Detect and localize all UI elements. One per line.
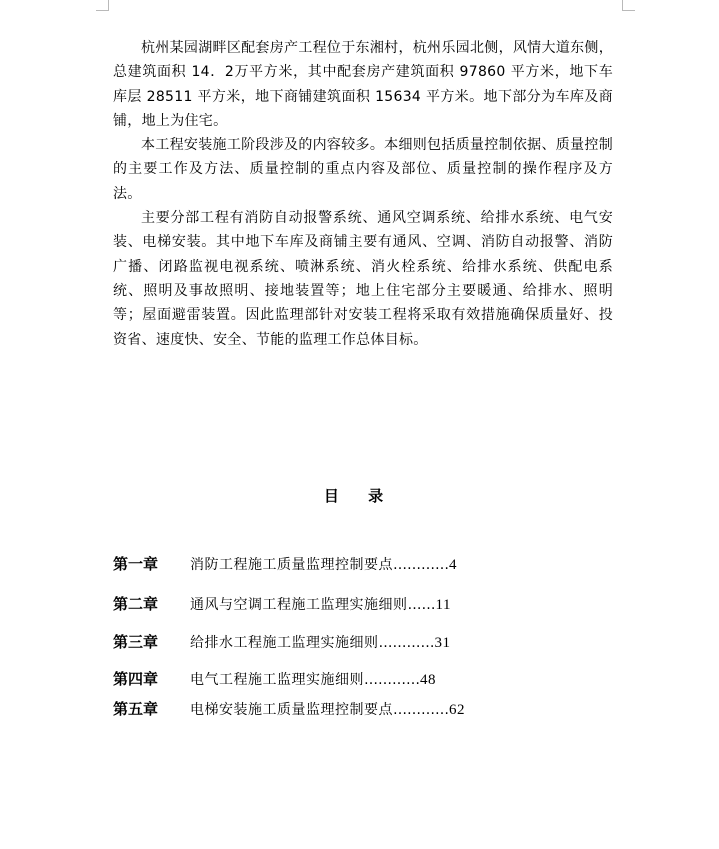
- toc-page-number: 31: [434, 635, 451, 651]
- toc-entry[interactable]: [113, 668, 633, 690]
- toc-leader-dots: ……: [407, 597, 436, 613]
- toc-entry-text: [190, 632, 451, 652]
- toc-leader-dots: …………: [393, 702, 449, 718]
- toc-entry-title: 给排水工程施工监理实施细则: [190, 635, 379, 651]
- toc-chapter-label: 第五章: [113, 700, 159, 718]
- toc-entry-text: [190, 594, 451, 614]
- toc-entry[interactable]: [113, 593, 633, 615]
- toc-entry[interactable]: [113, 631, 633, 653]
- toc-chapter-label: 第三章: [113, 633, 159, 651]
- toc-entry-title: 电气工程施工监理实施细则: [190, 672, 364, 688]
- toc-entry-title: 通风与空调工程施工监理实施细则: [190, 597, 408, 613]
- document-body: [113, 36, 613, 352]
- toc-entry[interactable]: [113, 698, 633, 720]
- toc-entry-title: 消防工程施工质量监理控制要点: [190, 557, 393, 573]
- toc-entry-text: [190, 669, 436, 689]
- toc-entry[interactable]: [113, 553, 633, 575]
- toc-entry-text: [190, 554, 457, 574]
- toc-leader-dots: …………: [364, 672, 420, 688]
- toc-chapter-label: 第二章: [113, 595, 159, 613]
- toc-page-number: 62: [449, 702, 465, 718]
- toc-page-number: 48: [420, 672, 436, 688]
- page-corner-mark-left: [96, 0, 109, 11]
- toc-page-number: 4: [449, 557, 457, 573]
- paragraph-project-overview: 杭州某园湖畔区配套房产工程位于东湘村，杭州乐园北侧，风情大道东侧，总建筑面积 14．2万平方米，其中配套房产建筑面积 97860 平方米，地下车库层 28511 平方米，地下商铺建筑面积 15634 平方米。地下部分为车库及商铺，地上为住宅。: [113, 40, 613, 129]
- paragraph-main-works: 主要分部工程有消防自动报警系统、通风空调系统、给排水系统、电气安装、电梯安装。其中地下车库及商铺主要有通风、空调、消防自动报警、消防广播、闭路监视电视系统、喷淋系统、消火栓系统、给排水系统、供配电系统、照明及事故照明、接地装置等；地上住宅部分主要暖通、给排水、照明等；屋面避雷装置。因此监理部针对安装工程将采取有效措施确保质量好、投资省、速度快、安全、节能的监理工作总体目标。: [113, 210, 613, 348]
- toc-leader-dots: …………: [378, 635, 435, 651]
- toc-chapter-label: 第四章: [113, 670, 159, 688]
- toc-page-number: 11: [435, 597, 451, 613]
- toc-entry-text: [190, 699, 465, 719]
- toc-title: 目 录: [323, 487, 396, 505]
- toc-leader-dots: …………: [393, 557, 449, 573]
- page-corner-mark-right: [622, 0, 635, 11]
- toc-entry-title: 电梯安装施工质量监理控制要点: [190, 702, 393, 718]
- toc-chapter-label: 第一章: [113, 555, 159, 573]
- paragraph-scope: 本工程安装施工阶段涉及的内容较多。本细则包括质量控制依据、质量控制的主要工作及方法、质量控制的重点内容及部位、质量控制的操作程序及方法。: [113, 137, 613, 202]
